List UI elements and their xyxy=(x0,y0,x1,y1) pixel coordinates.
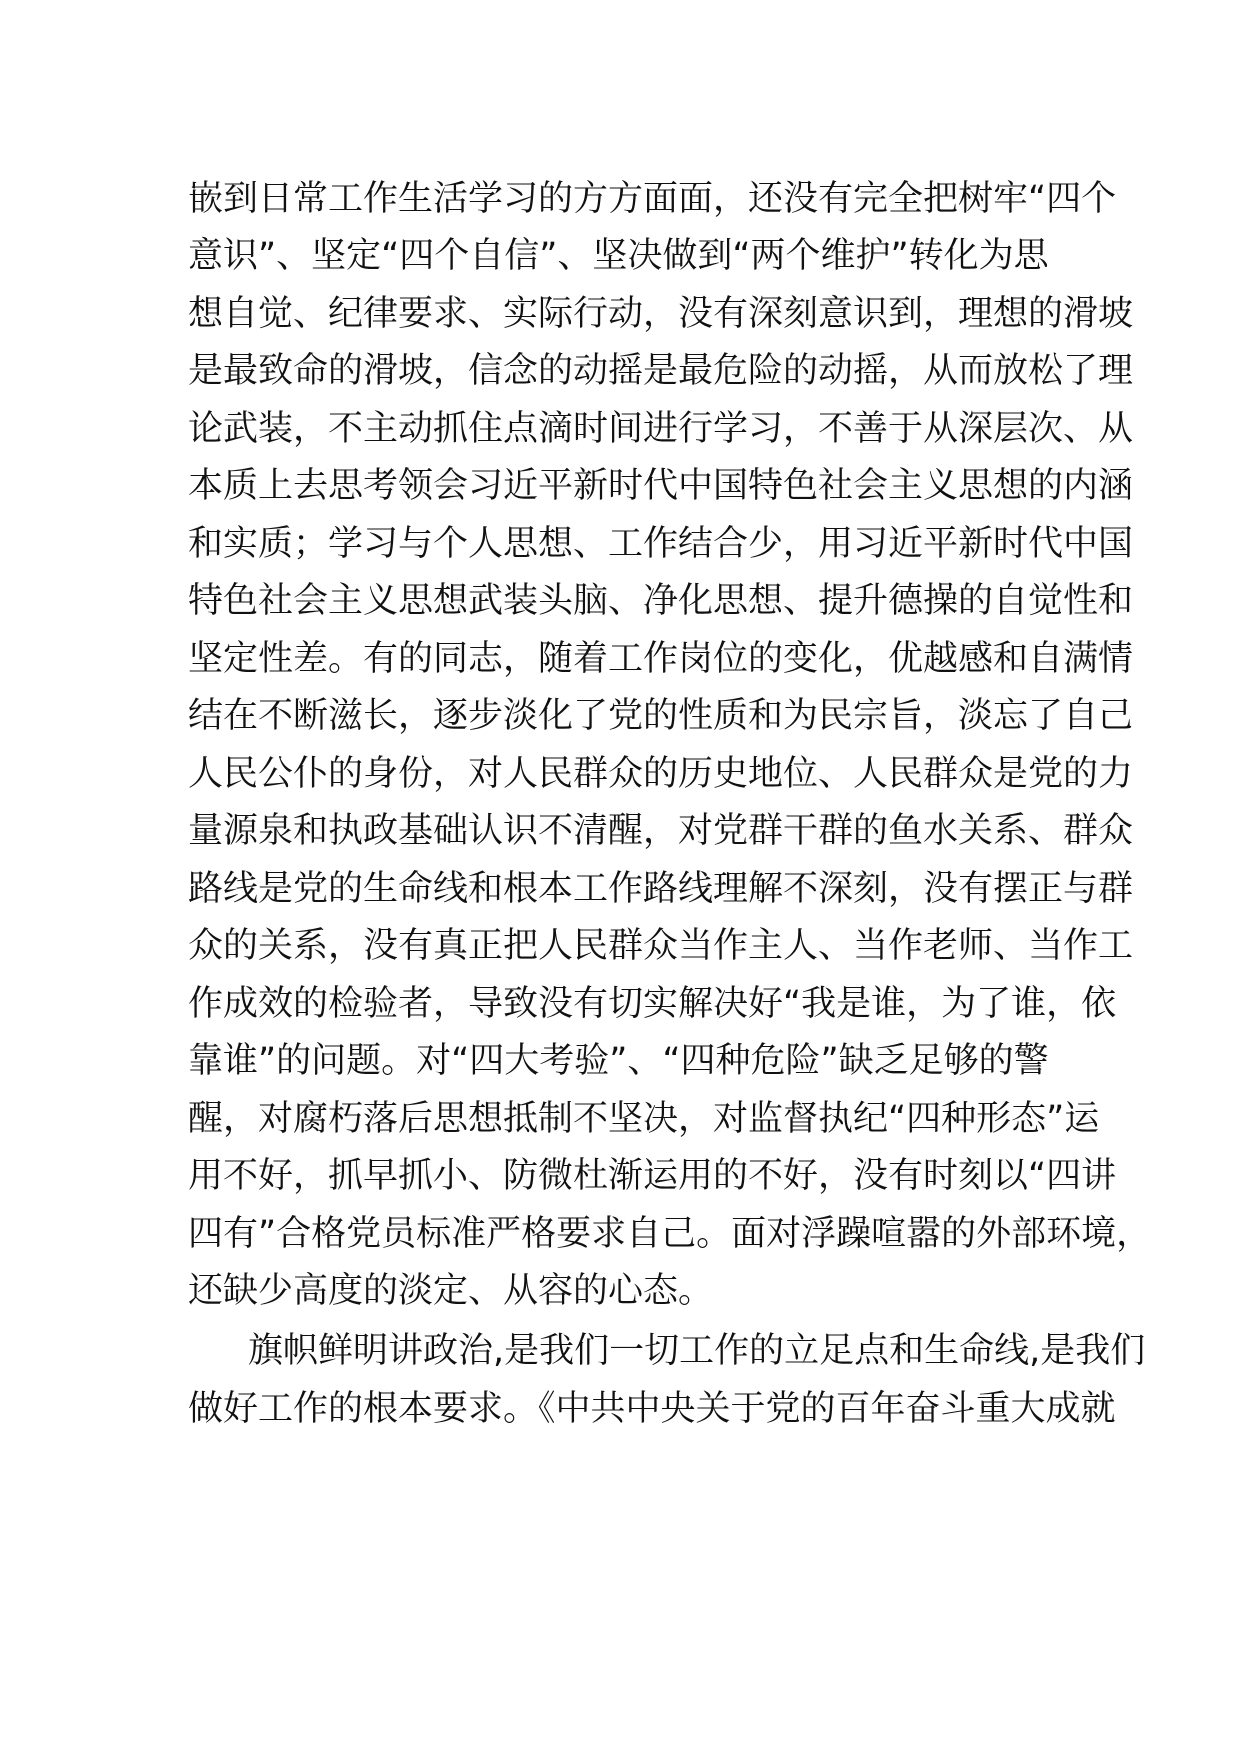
text-line: 嵌到日常工作生活学习的方方面面，还没有完全把树牢“四个 xyxy=(188,179,1117,219)
text-line: 坚定性差。有的同志，随着工作岗位的变化，优越感和自满情 xyxy=(188,639,1134,679)
text-line: 结在不断滋长，逐步淡化了党的性质和为民宗旨，淡忘了自己 xyxy=(188,696,1134,736)
text-line: 特色社会主义思想武装头脑、净化思想、提升德操的自觉性和 xyxy=(188,581,1134,621)
text-line: 路线是党的生命线和根本工作路线理解不深刻，没有摆正与群 xyxy=(188,869,1134,909)
text-line: 还缺少高度的淡定、从容的心态。 xyxy=(188,1271,714,1311)
text-line: 旗帜鲜明讲政治,是我们一切工作的立足点和生命线,是我们 xyxy=(248,1331,1146,1371)
text-line: 醒，对腐朽落后思想抵制不坚决，对监督执纪“四种形态”运 xyxy=(188,1099,1100,1139)
text-line: 四有”合格党员标准严格要求自己。面对浮躁喧嚣的外部环境， xyxy=(188,1214,1152,1254)
text-line: 做好工作的根本要求。《中共中央关于党的百年奋斗重大成就 xyxy=(188,1389,1116,1429)
text-line: 靠谁”的问题。对“四大考验”、“四种危险”缺乏足够的警 xyxy=(188,1041,1049,1081)
text-line: 众的关系，没有真正把人民群众当作主人、当作老师、当作工 xyxy=(188,926,1134,966)
text-line: 人民公仆的身份，对人民群众的历史地位、人民群众是党的力 xyxy=(188,754,1134,794)
text-line: 和实质；学习与个人思想、工作结合少，用习近平新时代中国 xyxy=(188,524,1134,564)
text-line: 意识”、坚定“四个自信”、坚决做到“两个维护”转化为思 xyxy=(188,236,1049,276)
text-line: 作成效的检验者，导致没有切实解决好“我是谁，为了谁，依 xyxy=(188,984,1117,1024)
text-line: 想自觉、纪律要求、实际行动，没有深刻意识到，理想的滑坡 xyxy=(188,294,1134,334)
text-line: 量源泉和执政基础认识不清醒，对党群干群的鱼水关系、群众 xyxy=(188,811,1134,851)
text-line: 用不好，抓早抓小、防微杜渐运用的不好，没有时刻以“四讲 xyxy=(188,1156,1117,1196)
text-line: 论武装，不主动抓住点滴时间进行学习，不善于从深层次、从 xyxy=(188,409,1134,449)
text-line: 是最致命的滑坡，信念的动摇是最危险的动摇，从而放松了理 xyxy=(188,351,1134,391)
text-line: 本质上去思考领会习近平新时代中国特色社会主义思想的内涵 xyxy=(188,466,1134,506)
